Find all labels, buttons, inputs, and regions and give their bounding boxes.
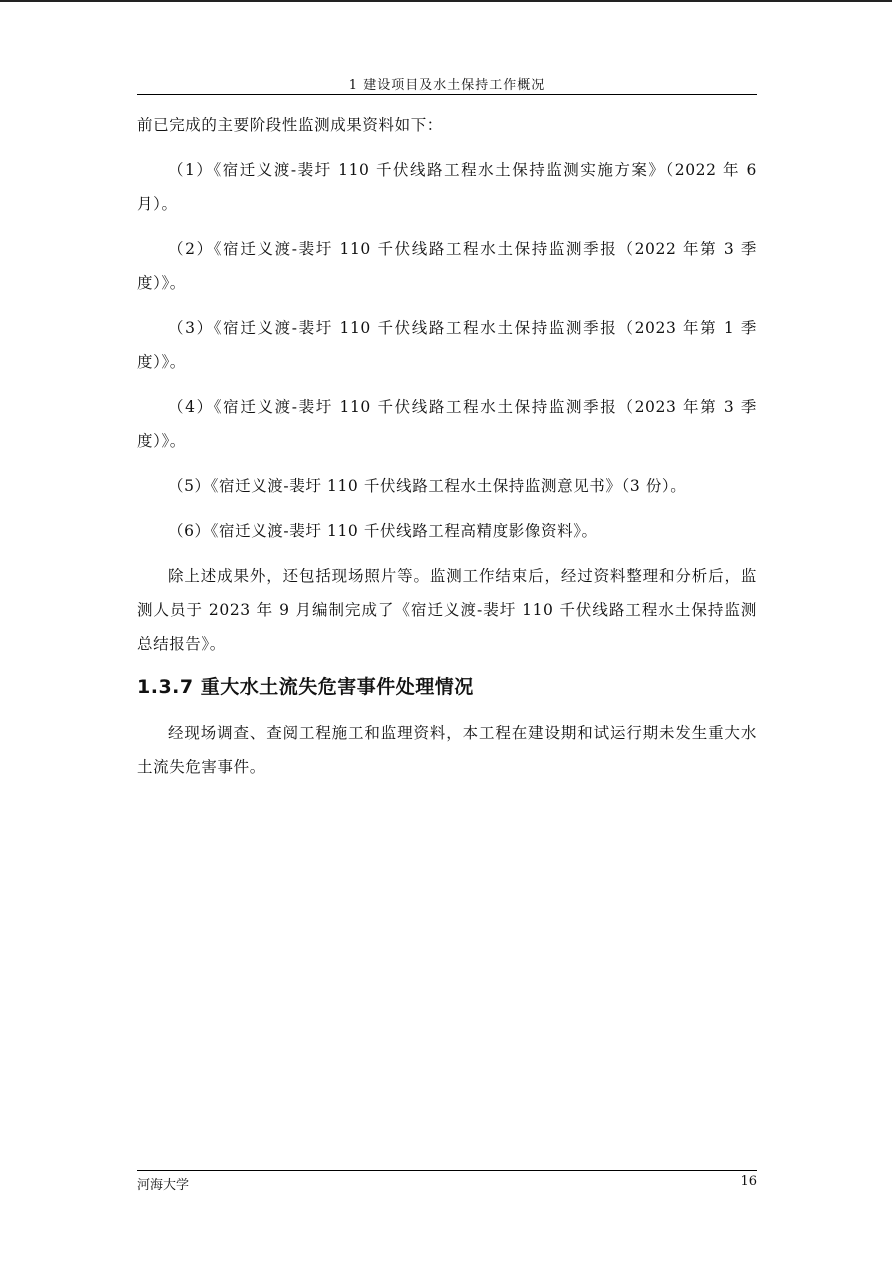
list-item: （3）《宿迁义渡-裴圩 110 千伏线路工程水土保持监测季报（2023 年第 1 季度）》。	[137, 319, 757, 371]
header-rule	[137, 94, 757, 95]
list-item: （6）《宿迁义渡-裴圩 110 千伏线路工程高精度影像资料》。	[168, 522, 598, 540]
list-item: （1）《宿迁义渡-裴圩 110 千伏线路工程水土保持监测实施方案》（2022 年 6 月）。	[137, 161, 757, 213]
summary-paragraph: 除上述成果外，还包括现场照片等。监测工作结束后，经过资料整理和分析后，监测人员于 2023 年 9 月编制完成了《宿迁义渡-裴圩 110 千伏线路工程水土保持监测总结报告》。	[137, 567, 757, 653]
section-paragraph: 经现场调查、查阅工程施工和监理资料，本工程在建设期和试运行期未发生重大水土流失危害事件。	[137, 724, 757, 776]
page-body	[137, 108, 757, 795]
page-number: 16	[740, 1174, 757, 1189]
list-item: （4）《宿迁义渡-裴圩 110 千伏线路工程水土保持监测季报（2023 年第 3 季度）》。	[137, 398, 757, 450]
section-heading: 1.3.7 重大水土流失危害事件处理情况	[137, 676, 474, 698]
footer-rule	[137, 1170, 757, 1171]
page-header: 1 建设项目及水土保持工作概况	[348, 78, 546, 93]
list-item: （2）《宿迁义渡-裴圩 110 千伏线路工程水土保持监测季报（2022 年第 3 季度）》。	[137, 240, 757, 292]
top-border	[0, 0, 892, 2]
list-item: （5）《宿迁义渡-裴圩 110 千伏线路工程水土保持监测意见书》（3 份）。	[168, 477, 687, 495]
footer-institution: 河海大学	[137, 1178, 190, 1193]
intro-paragraph: 前已完成的主要阶段性监测成果资料如下：	[137, 116, 443, 134]
